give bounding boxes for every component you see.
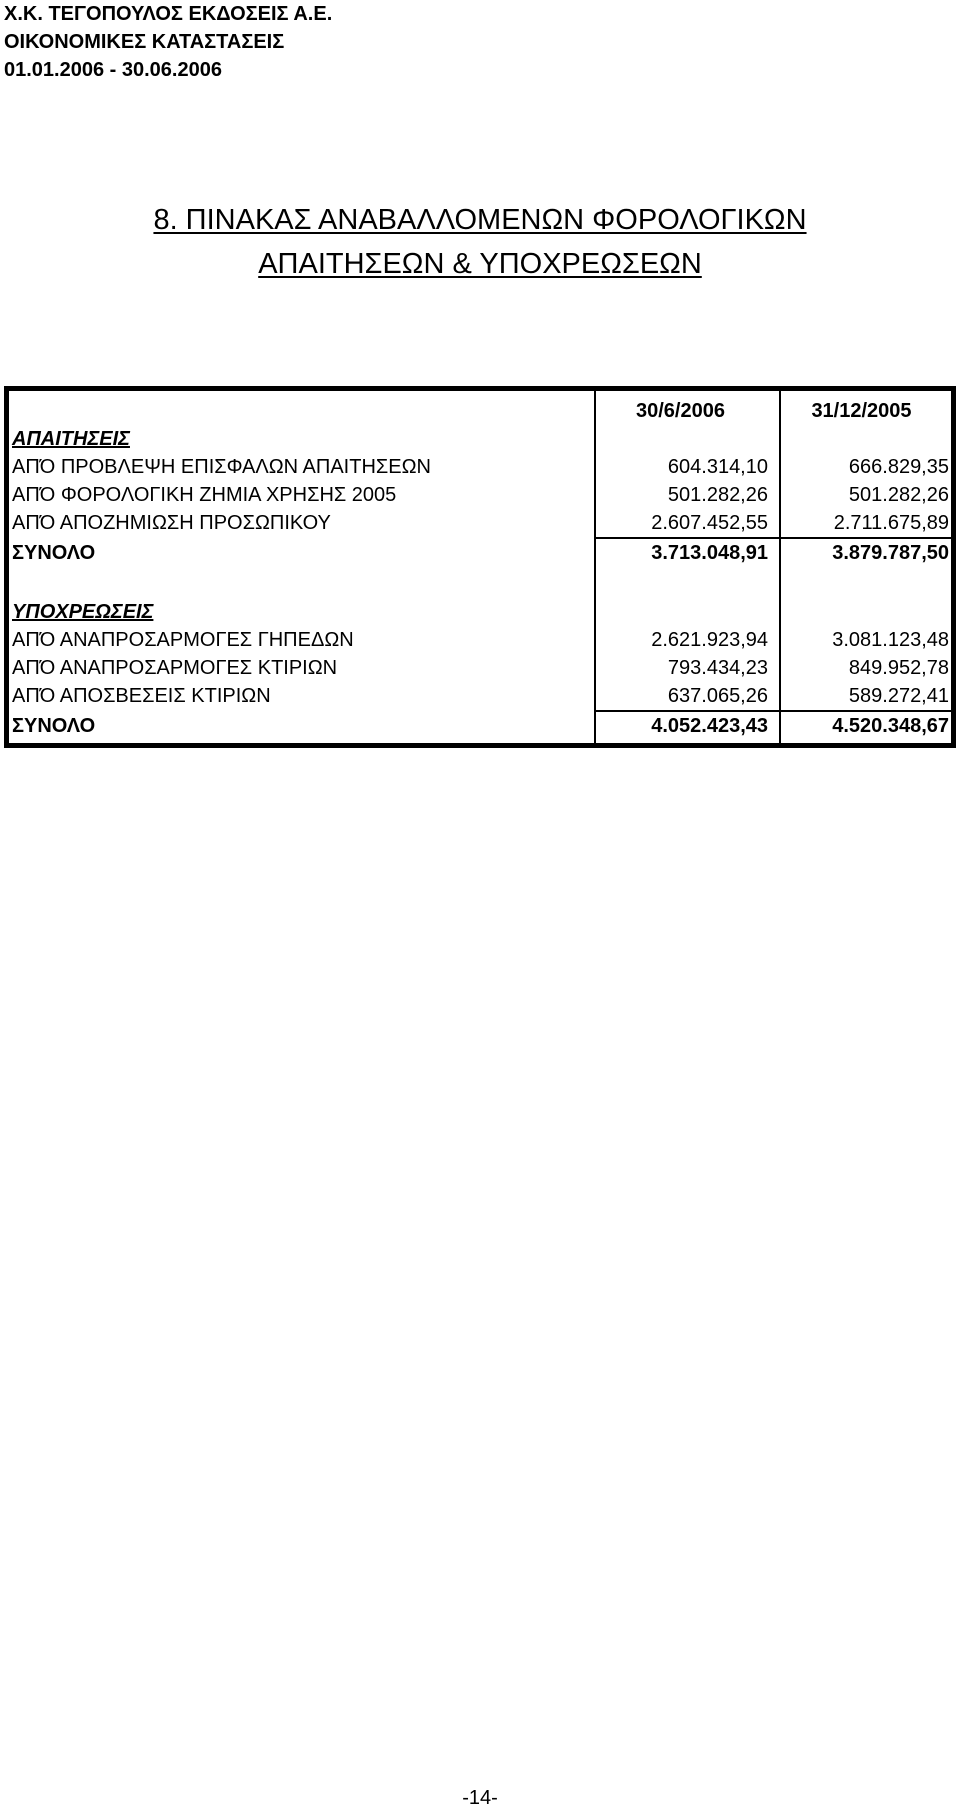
row-value-2006: 2.621.923,94 (651, 629, 768, 651)
column-header-2006: 30/6/2006 (636, 400, 725, 422)
total-value-2005: 4.520.348,67 (832, 715, 949, 737)
row-value-2005: 849.952,78 (848, 657, 949, 679)
row-label: ΑΠΌ ΦΟΡΟΛΟΓΙΚΗ ΖΗΜΙΑ ΧΡΗΣΗΣ 2005 (12, 484, 397, 506)
row-value-2005: 589.272,41 (848, 685, 949, 707)
row-value-2005: 2.711.675,89 (833, 512, 949, 534)
liabilities-heading: ΥΠΟΧΡΕΩΣΕΙΣ (12, 601, 154, 623)
company-name: Χ.Κ. ΤΕΓΟΠΟΥΛΟΣ ΕΚΔΟΣΕΙΣ Α.Ε. (4, 3, 333, 25)
table-row (9, 453, 951, 481)
document-header (4, 0, 332, 84)
row-value-2006: 2.607.452,55 (651, 512, 768, 534)
total-label: ΣΥΝΟΛΟ (12, 542, 96, 564)
total-value-2005: 3.879.787,50 (832, 542, 949, 564)
row-value-2005: 666.829,35 (848, 456, 949, 478)
row-value-2006: 637.065,26 (667, 685, 768, 707)
page-title (0, 198, 960, 286)
liabilities-total-row (9, 712, 951, 740)
receivables-total-row (9, 539, 951, 567)
row-label: ΑΠΌ ΑΝΑΠΡΟΣΑΡΜΟΓΕΣ ΚΤΙΡΙΩΝ (12, 657, 338, 679)
statements-title: ΟΙΚΟΝΟΜΙΚΕΣ ΚΑΤΑΣΤΑΣΕΙΣ (4, 31, 285, 53)
table-row (9, 626, 951, 654)
deferred-tax-table (4, 386, 956, 748)
table-row (9, 509, 951, 537)
total-value-2006: 3.713.048,91 (651, 542, 768, 564)
table-row (9, 654, 951, 682)
total-value-2006: 4.052.423,43 (651, 715, 768, 737)
row-value-2005: 3.081.123,48 (832, 629, 949, 651)
table-row (9, 682, 951, 710)
column-header-row (9, 397, 951, 425)
row-value-2005: 501.282,26 (848, 484, 949, 506)
page-title-line-2: ΑΠΑΙΤΗΣΕΩΝ & ΥΠΟΧΡΕΩΣΕΩΝ (258, 248, 702, 280)
row-value-2006: 793.434,23 (667, 657, 768, 679)
receivables-heading: ΑΠΑΙΤΗΣΕΙΣ (12, 428, 130, 450)
page-title-line-1: 8. ΠΙΝΑΚΑΣ ΑΝΑΒΑΛΛΟΜΕΝΩΝ ΦΟΡΟΛΟΓΙΚΩΝ (153, 204, 807, 236)
page-number: -14- (462, 1787, 498, 1809)
row-label: ΑΠΌ ΑΠΟΖΗΜΙΩΣΗ ΠΡΟΣΩΠΙΚΟΥ (12, 512, 331, 534)
row-value-2006: 501.282,26 (667, 484, 768, 506)
row-label: ΑΠΌ ΠΡΟΒΛΕΨΗ ΕΠΙΣΦΑΛΩΝ ΑΠΑΙΤΗΣΕΩΝ (12, 456, 431, 478)
column-header-2005: 31/12/2005 (811, 400, 912, 422)
reporting-period: 01.01.2006 - 30.06.2006 (4, 59, 222, 81)
row-value-2006: 604.314,10 (667, 456, 768, 478)
row-label: ΑΠΌ ΑΠΟΣΒΕΣΕΙΣ ΚΤΙΡΙΩΝ (12, 685, 271, 707)
row-label: ΑΠΌ ΑΝΑΠΡΟΣΑΡΜΟΓΕΣ ΓΗΠΕΔΩΝ (12, 629, 354, 651)
liabilities-heading-row (9, 598, 951, 626)
table-row (9, 481, 951, 509)
total-label: ΣΥΝΟΛΟ (12, 715, 96, 737)
receivables-heading-row (9, 425, 951, 453)
